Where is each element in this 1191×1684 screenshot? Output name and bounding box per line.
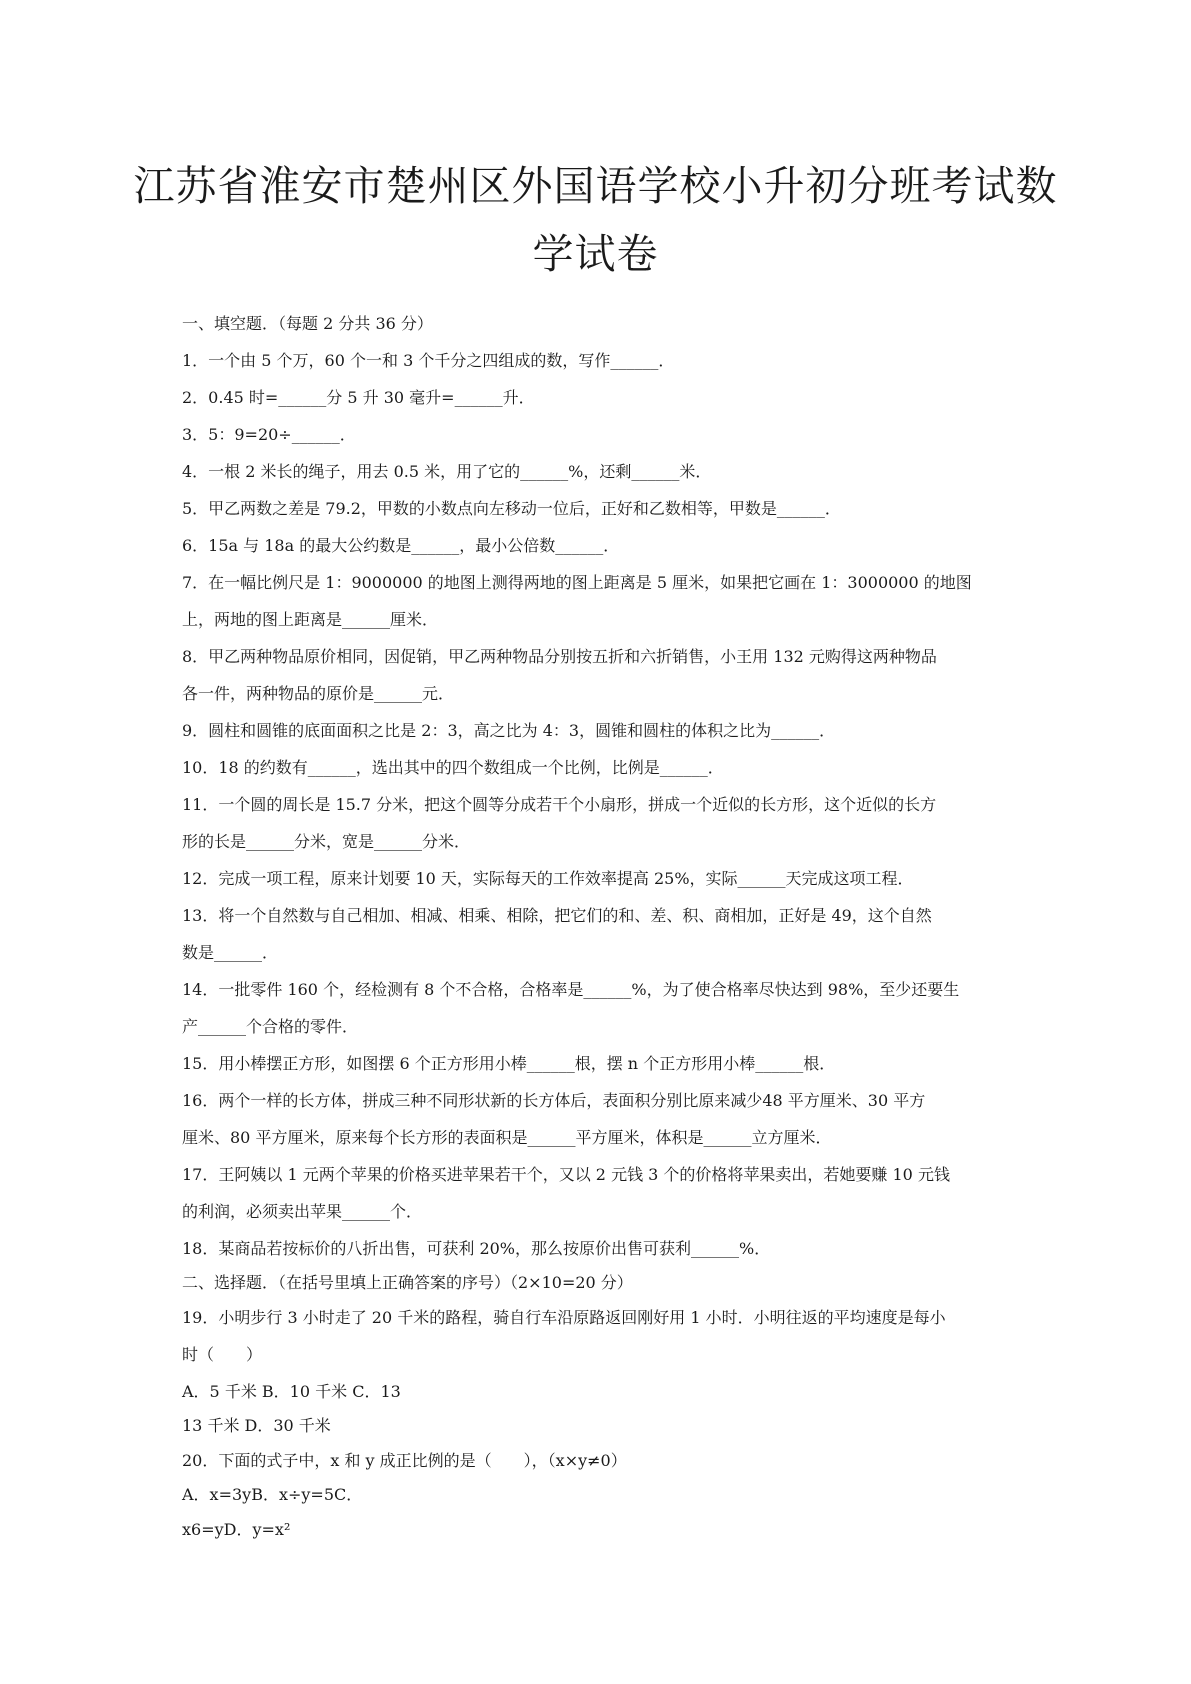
question-line: 12．完成一项工程，原来计划要 10 天，实际每天的工作效率提高 25%，实际______天完成这项工程． <box>182 869 914 888</box>
question-line: 1．一个由 5 个万，60 个一和 3 个千分之四组成的数，写作______． <box>182 351 675 370</box>
question-line: 18．某商品若按标价的八折出售，可获利 20%，那么按原价出售可获利______%． <box>182 1239 771 1258</box>
question-line: 9．圆柱和圆锥的底面面积之比是 2：3，高之比为 4：3，圆锥和圆柱的体积之比为______． <box>182 721 836 740</box>
exam-body <box>182 305 1022 1548</box>
question-line: 7．在一幅比例尺是 1：9000000 的地图上测得两地的图上距离是 5 厘米，如果把它画在 1：3000000 的地图 <box>182 573 972 592</box>
question-line: 10．18 的约数有______，选出其中的四个数组成一个比例，比例是______． <box>182 758 724 777</box>
exam-title-line-2: 学试卷 <box>532 230 659 278</box>
question-line: 厘米、80 平方厘米，原来每个长方形的表面积是______平方厘米，体积是______立方厘米． <box>182 1128 832 1147</box>
answer-options-line: 13 千米 D．30 千米 <box>182 1416 331 1435</box>
question-line: 形的长是______分米，宽是______分米． <box>182 832 471 851</box>
question-line: 3．5：9=20÷______． <box>182 425 356 444</box>
question-line: 13．将一个自然数与自己相加、相减、相乘、相除，把它们的和、差、积、商相加，正好是 49，这个自然 <box>182 906 932 925</box>
question-line: 6．15a 与 18a 的最大公约数是______，最小公倍数______． <box>182 536 620 555</box>
exam-title-line-1: 江苏省淮安市楚州区外国语学校小升初分班考试数 <box>133 162 1058 210</box>
question-line: 16．两个一样的长方体，拼成三种不同形状新的长方体后，表面积分别比原来减少48 平方厘米、30 平方 <box>182 1091 926 1110</box>
question-line: 数是______． <box>182 943 279 962</box>
section-heading-fill-in: 一、填空题．（每题 2 分共 36 分） <box>182 314 433 333</box>
section-heading-choice: 二、选择题．（在括号里填上正确答案的序号）（2×10=20 分） <box>182 1273 633 1292</box>
question-line: 5．甲乙两数之差是 79.2，甲数的小数点向左移动一位后，正好和乙数相等，甲数是______． <box>182 499 841 518</box>
question-line: 15．用小棒摆正方形，如图摆 6 个正方形用小棒______根，摆 n 个正方形用小棒______根． <box>182 1054 836 1073</box>
question-line: 4．一根 2 米长的绳子，用去 0.5 米，用了它的______%，还剩______米． <box>182 462 712 481</box>
question-line: 17．王阿姨以 1 元两个苹果的价格买进苹果若干个，又以 2 元钱 3 个的价格将苹果卖出，若她要赚 10 元钱 <box>182 1165 950 1184</box>
question-line: 产______个合格的零件． <box>182 1017 359 1036</box>
answer-options-line: A．5 千米 B．10 千米 C．13 <box>182 1382 401 1401</box>
answer-options-line: x6=yD．y=x² <box>182 1520 291 1539</box>
question-line: 19．小明步行 3 小时走了 20 千米的路程，骑自行车沿原路返回刚好用 1 小时．小明往返的平均速度是每小 <box>182 1308 946 1327</box>
question-line: 8．甲乙两种物品原价相同，因促销，甲乙两种物品分别按五折和六折销售，小王用 132 元购得这两种物品 <box>182 647 937 666</box>
answer-options-line: A．x=3yB．x÷y=5C． <box>182 1485 363 1504</box>
question-line: 11．一个圆的周长是 15.7 分米，把这个圆等分成若干个小扇形，拼成一个近似的长方形，这个近似的长方 <box>182 795 937 814</box>
question-line: 的利润，必须卖出苹果______个． <box>182 1202 423 1221</box>
question-line: 各一件，两种物品的原价是______元． <box>182 684 455 703</box>
question-line: 时（ ） <box>182 1345 263 1364</box>
question-line: 上，两地的图上距离是______厘米． <box>182 610 439 629</box>
question-line: 14．一批零件 160 个，经检测有 8 个不合格，合格率是______%，为了使合格率尽快达到 98%，至少还要生 <box>182 980 960 999</box>
question-line: 20．下面的式子中，x 和 y 成正比例的是（ ），（x×y≠0） <box>182 1451 627 1470</box>
question-line: 2．0.45 时=______分 5 升 30 毫升=______升． <box>182 388 535 407</box>
